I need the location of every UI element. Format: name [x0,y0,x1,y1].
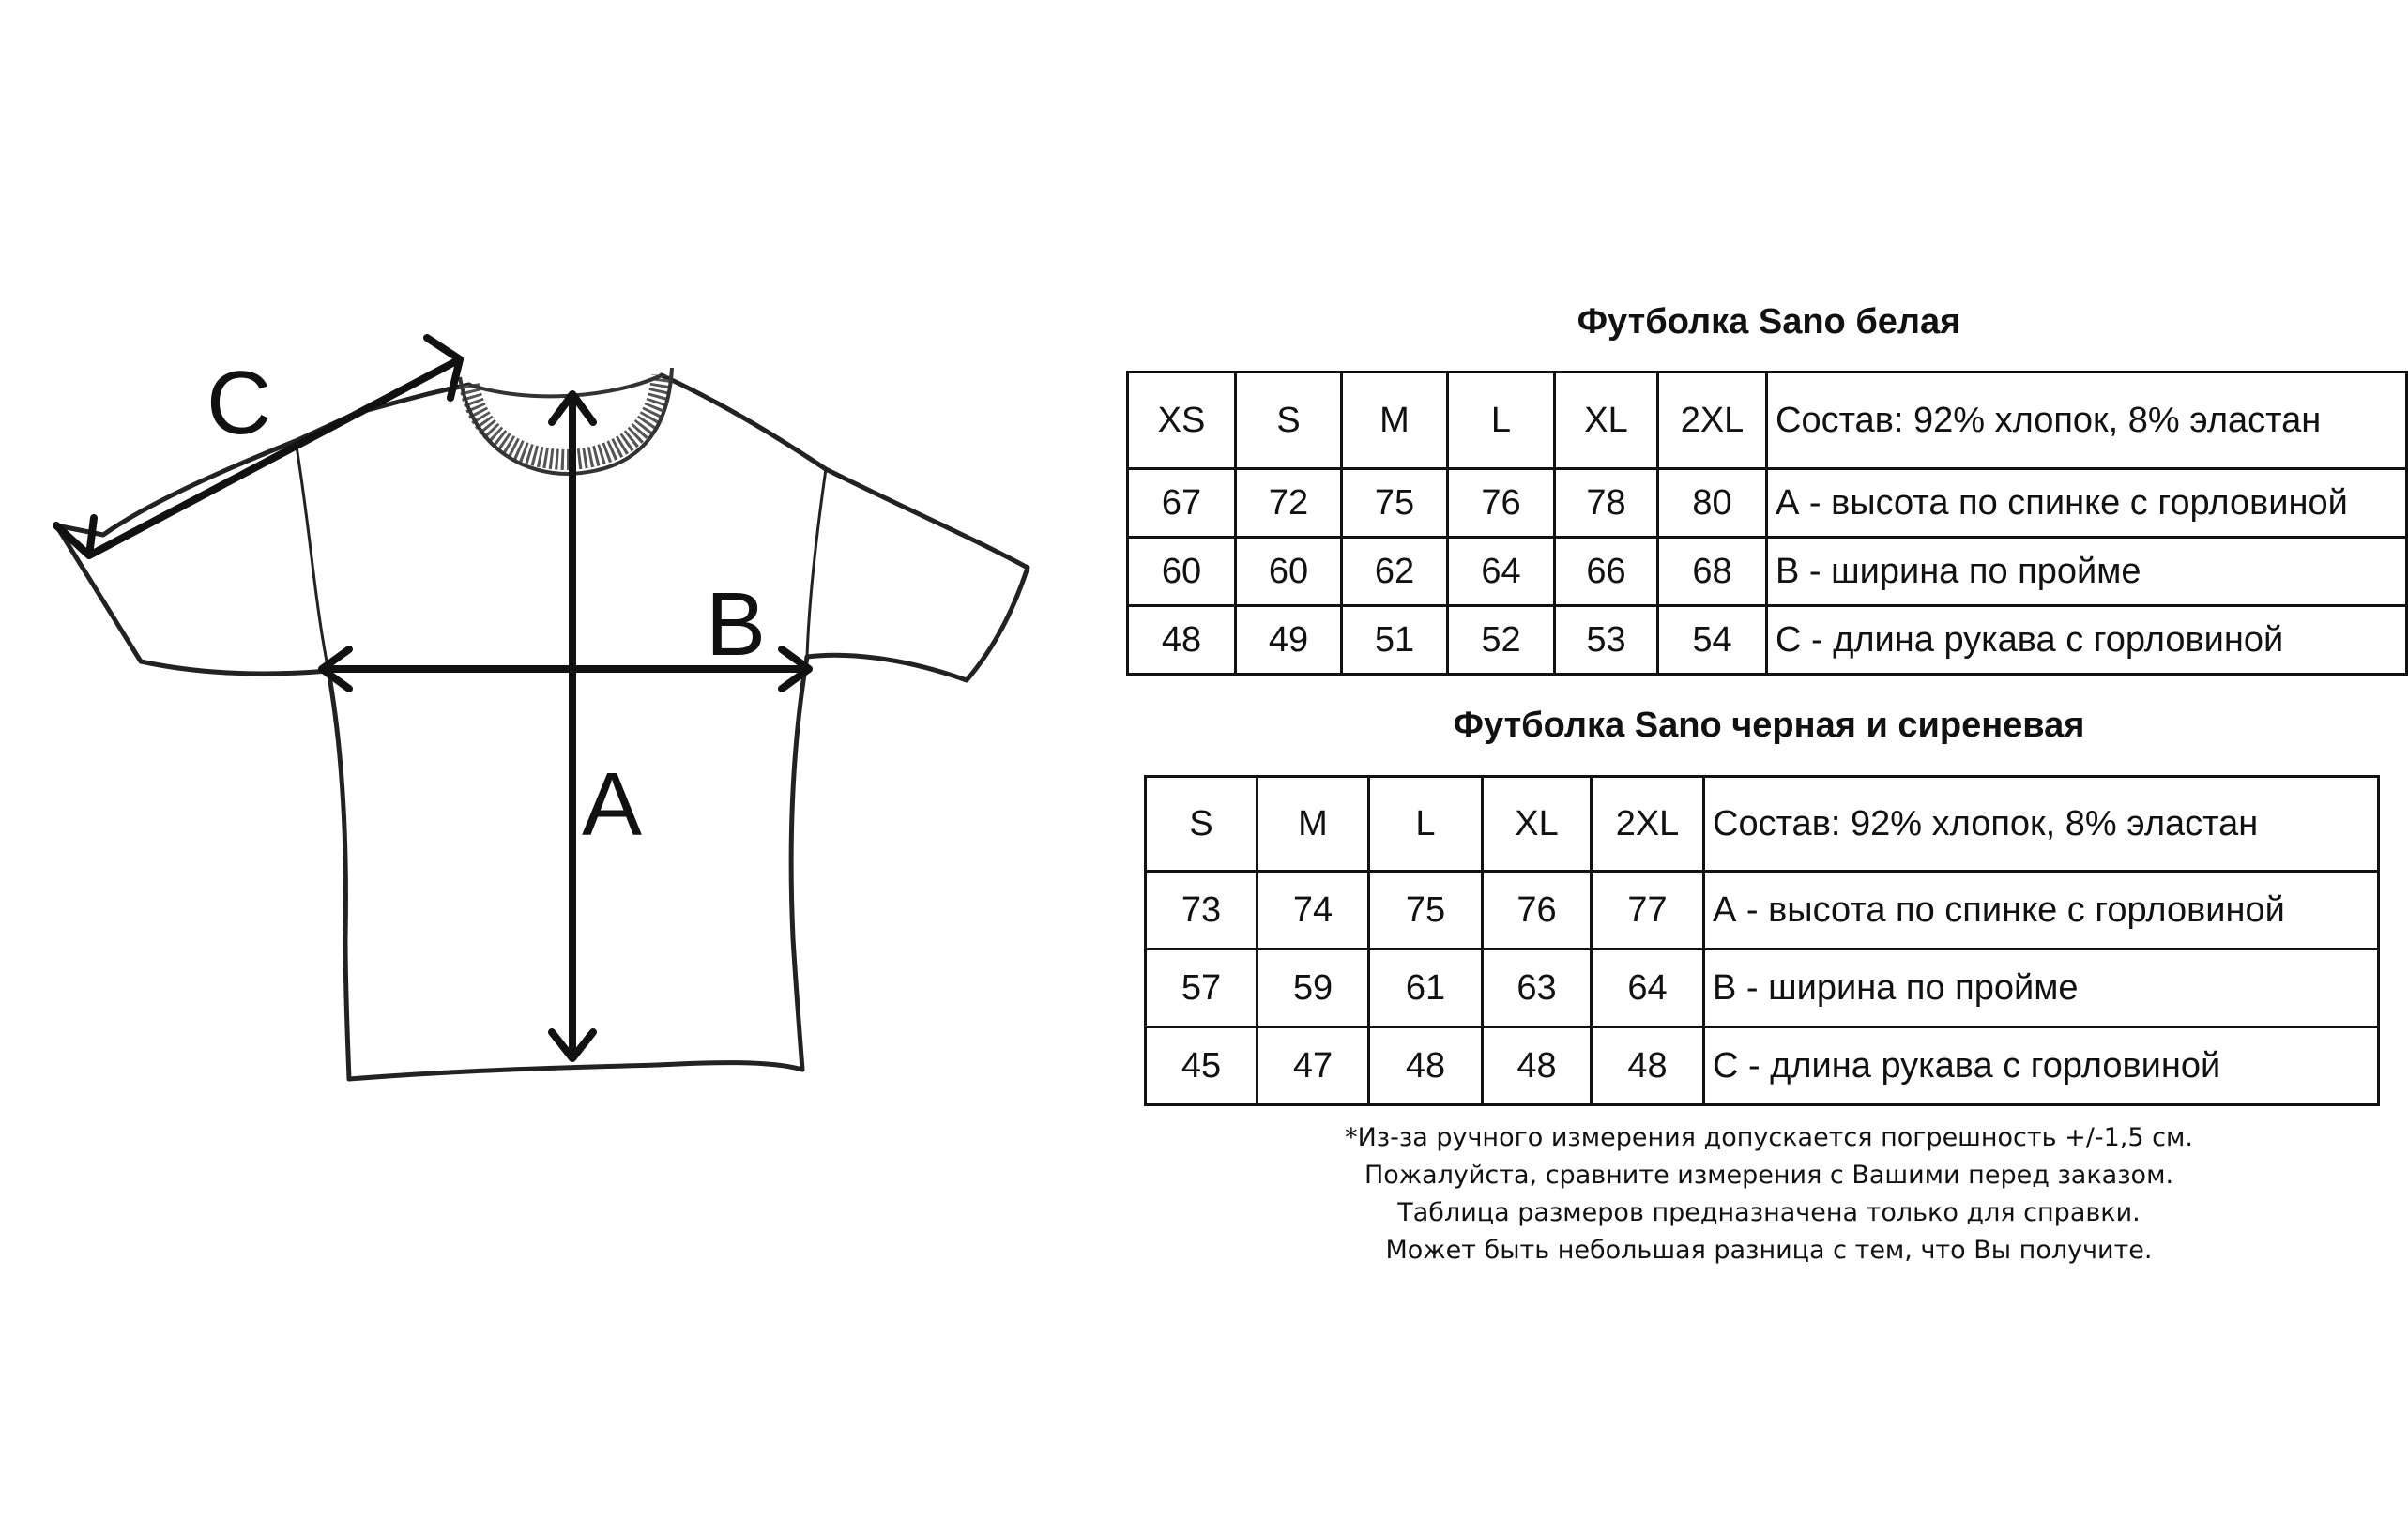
value-cell: 77 [1592,872,1704,950]
value-cell: 53 [1555,606,1658,675]
value-cell: 60 [1236,538,1342,606]
value-cell: 72 [1236,469,1342,538]
value-cell: 63 [1483,950,1592,1027]
value-cell: 75 [1369,872,1483,950]
size-table-black-lilac [1144,775,2380,1106]
value-cell: 48 [1369,1027,1483,1105]
value-cell: 59 [1257,950,1369,1027]
value-cell: 47 [1257,1027,1369,1105]
value-cell: 45 [1146,1027,1257,1105]
value-cell: 64 [1448,538,1555,606]
table-black-title: Футболка Sano черная и сиреневая [1453,706,2085,745]
size-cell: M [1257,777,1369,872]
value-cell: 67 [1128,469,1236,538]
footnotes [1126,1119,2408,1269]
value-cell: 48 [1592,1027,1704,1105]
row-label: В - ширина по пройме [1767,538,2407,606]
footnote-line: Может быть небольшая разница с тем, что Вы получите. [1385,1236,2153,1265]
size-cell: XL [1483,777,1592,872]
table-header-row [1146,777,2379,872]
size-cell: S [1146,777,1257,872]
size-table-white [1126,371,2408,676]
value-cell: 76 [1483,872,1592,950]
value-cell: 48 [1128,606,1236,675]
tshirt-diagram [0,0,1126,1535]
value-cell: 48 [1483,1027,1592,1105]
value-cell: 57 [1146,950,1257,1027]
value-cell: 74 [1257,872,1369,950]
label-a: A [582,754,643,855]
composition-cell: Состав: 92% хлопок, 8% эластан [1767,372,2407,469]
collar [460,368,672,474]
label-b: B [706,574,767,675]
size-cell: L [1369,777,1483,872]
row-label: С - длина рукава с горловиной [1767,606,2407,675]
footnote-line: Таблица размеров предназначена только для справки. [1397,1198,2141,1227]
row-label: А - высота по спинке с горловиной [1767,469,2407,538]
value-cell: 73 [1146,872,1257,950]
value-cell: 54 [1658,606,1767,675]
table-row [1128,538,2407,606]
value-cell: 51 [1342,606,1448,675]
size-cell: 2XL [1658,372,1767,469]
size-cell: XS [1128,372,1236,469]
table-white-title: Футболка Sano белая [1577,302,1961,342]
size-cell: XL [1555,372,1658,469]
value-cell: 80 [1658,469,1767,538]
table-row [1128,469,2407,538]
measure-arrows [56,338,809,1058]
value-cell: 75 [1342,469,1448,538]
value-cell: 62 [1342,538,1448,606]
table-row [1128,606,2407,675]
value-cell: 60 [1128,538,1236,606]
label-c: C [206,353,272,453]
table-header-row [1128,372,2407,469]
value-cell: 66 [1555,538,1658,606]
table-row [1146,950,2379,1027]
value-cell: 49 [1236,606,1342,675]
table-row [1146,872,2379,950]
value-cell: 61 [1369,950,1483,1027]
footnote-line: Пожалуйста, сравните измерения с Вашими перед заказом. [1364,1161,2174,1190]
composition-cell: Состав: 92% хлопок, 8% эластан [1704,777,2379,872]
value-cell: 68 [1658,538,1767,606]
table-row [1146,1027,2379,1105]
size-cell: M [1342,372,1448,469]
size-cell: 2XL [1592,777,1704,872]
footnote-line: *Из-за ручного измерения допускается погрешность +/-1,5 см. [1345,1123,2193,1152]
value-cell: 76 [1448,469,1555,538]
size-cell: S [1236,372,1342,469]
row-label: В - ширина по пройме [1704,950,2379,1027]
value-cell: 64 [1592,950,1704,1027]
tshirt-outline [56,375,1028,1079]
size-cell: L [1448,372,1555,469]
row-label: А - высота по спинке с горловиной [1704,872,2379,950]
row-label: С - длина рукава с горловиной [1704,1027,2379,1105]
value-cell: 52 [1448,606,1555,675]
value-cell: 78 [1555,469,1658,538]
